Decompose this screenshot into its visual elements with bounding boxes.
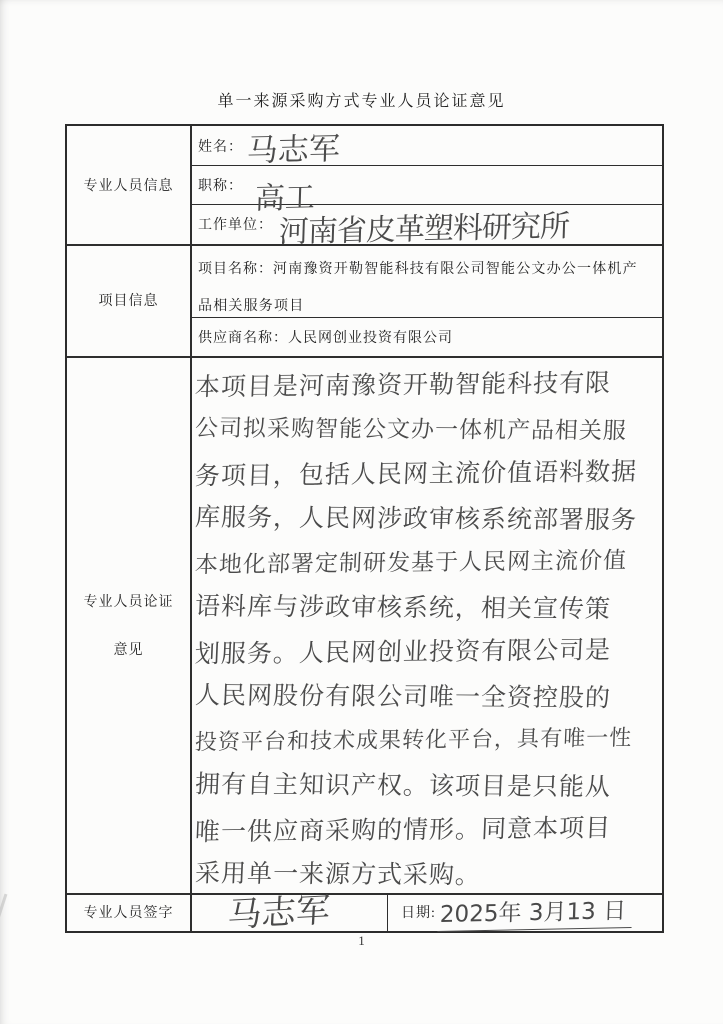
opinion-handwritten-text	[195, 363, 657, 897]
project-name-row	[198, 251, 650, 314]
name-handwritten-value: 马志军	[246, 131, 341, 169]
document-title: 单一来源采购方式专业人员论证意见	[217, 93, 506, 110]
opinion-label-line1: 专业人员论证	[83, 594, 174, 610]
name-row	[198, 126, 658, 169]
opinion-line: 人民网股份有限公司唯一全资控股的	[194, 679, 612, 712]
signature-handwritten-value: 马志军	[226, 890, 332, 936]
project-name-label: 项目名称：	[198, 262, 273, 277]
project-info-label: 项目信息	[98, 294, 159, 309]
signature-label: 专业人员签字	[83, 906, 174, 921]
work-unit-label: 工作单位：	[198, 218, 273, 233]
opinion-line: 库服务，人民网涉政审核系统部署服务	[194, 501, 638, 534]
opinion-line: 公司拟采购智能公文办一体机产品相关服	[194, 414, 628, 444]
opinion-label	[67, 356, 190, 893]
title-label: 职称：	[198, 178, 243, 194]
title-row	[198, 165, 658, 217]
date-handwritten-value: 2025年 3月13 日	[437, 892, 632, 932]
column-divider	[190, 126, 192, 931]
opinion-line: 本项目是河南豫资开勒智能科技有限	[194, 368, 612, 402]
opinion-line: 投资平台和技术成果转化平台，具有唯一性	[194, 725, 633, 756]
date-cell	[387, 893, 662, 931]
personnel-info-label: 专业人员信息	[83, 179, 174, 194]
title-handwritten-value: 高工	[254, 179, 316, 217]
opinion-line: 采用单一来源方式采购。	[194, 857, 482, 889]
opinion-label-line2: 意见	[113, 642, 144, 658]
signature-cell	[190, 890, 387, 936]
page-number: 1	[358, 933, 365, 948]
opinion-line: 唯一供应商采购的情形。同意本项目	[194, 813, 612, 847]
opinion-line: 务项目，包括人民网主流价值语料数据	[194, 456, 638, 491]
scan-edge-artifact	[0, 894, 7, 935]
supplier-row	[198, 317, 650, 356]
name-label: 姓名：	[198, 139, 243, 155]
work-unit-handwritten-value: 河南省皮革塑料研究所	[278, 208, 570, 251]
work-unit-row	[198, 204, 658, 251]
project-name-value: 河南豫资开勒智能科技有限公司智能公文办公一体机产品相关服务项目	[198, 262, 638, 314]
opinion-line: 划服务。人民网创业投资有限公司是	[194, 635, 612, 669]
form-table	[65, 124, 664, 936]
supplier-label: 供应商名称：	[198, 330, 288, 346]
date-label: 日期:	[401, 906, 436, 921]
opinion-line: 语料库与涉政审核系统，相关宣传策	[194, 590, 612, 623]
opinion-line: 拥有自主知识产权。该项目是只能从	[194, 768, 612, 801]
opinion-line: 本地化部署定制研发基于人民网主流价值	[194, 547, 628, 579]
supplier-value: 人民网创业投资有限公司	[288, 330, 453, 346]
